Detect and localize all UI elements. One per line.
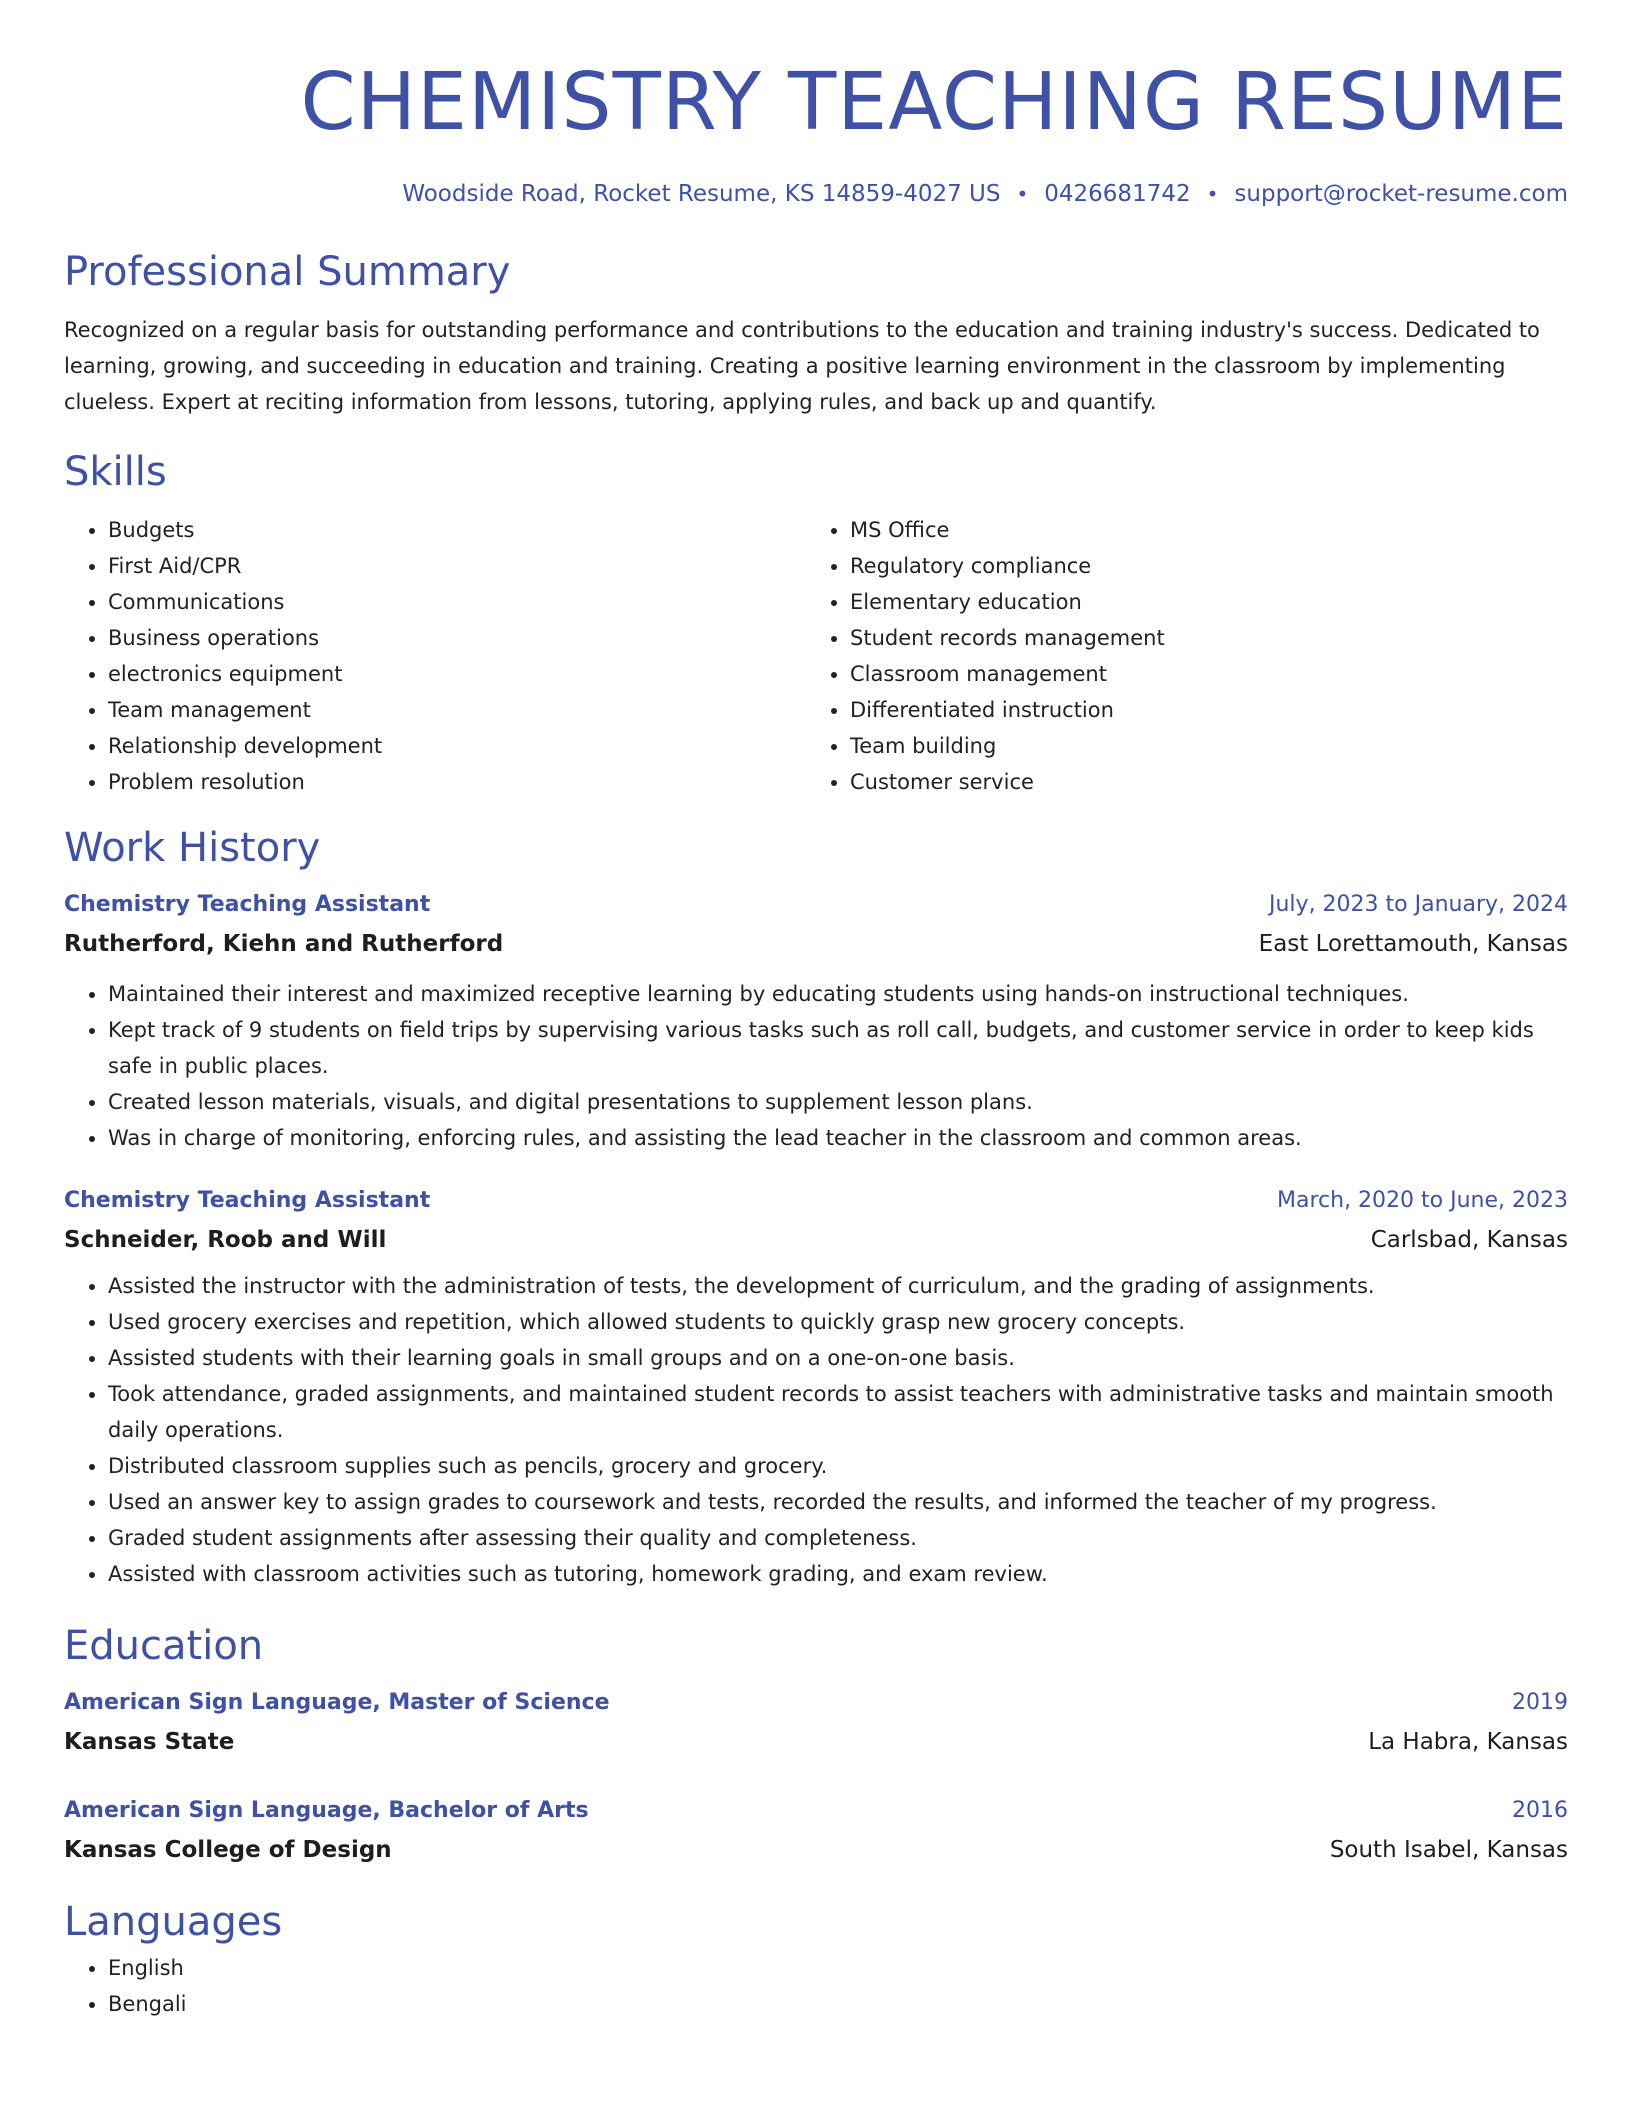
skill-item: • Differentiated instruction [850, 692, 1548, 728]
contact-address: Woodside Road, Rocket Resume, KS 14859-4027 US [402, 181, 1001, 207]
job-company: Schneider, Roob and Will [64, 1227, 387, 1253]
summary-text: Recognized on a regular basis for outstanding performance and contributions to the education and training industry's success. Dedicated to learning, growing, and succeeding in education and training. Creating a positive learning environment in the classroom by implementing clueless. Expert at reciting information from lessons, tutoring, applying rules, and back up and quantify. [64, 318, 1540, 414]
job-bullet: • Used grocery exercises and repetition, which allowed students to quickly grasp new grocery concepts. [108, 1304, 1568, 1340]
job-company: Rutherford, Kiehn and Rutherford [64, 931, 504, 957]
skill-item: • Team management [108, 692, 806, 728]
job-title: Chemistry Teaching Assistant [64, 892, 431, 917]
language-item: • English [108, 1950, 1568, 1986]
job-bullet: • Assisted with classroom activities such as tutoring, homework grading, and exam review. [108, 1556, 1568, 1592]
section-title-languages: Languages [64, 1899, 283, 1945]
education-year: 2019 [1512, 1690, 1568, 1715]
skill-item: • Budgets [108, 512, 806, 548]
languages-list [64, 1950, 1568, 2022]
skill-item: • Relationship development [108, 728, 806, 764]
skill-item: • Elementary education [850, 584, 1548, 620]
education-school: Kansas State [64, 1729, 235, 1755]
skill-item: • Team building [850, 728, 1548, 764]
work-entry [64, 1182, 1568, 1592]
skill-item: • First Aid/CPR [108, 548, 806, 584]
skill-item: • Student records management [850, 620, 1548, 656]
job-dates: July, 2023 to January, 2024 [1269, 892, 1568, 917]
job-bullet: • Was in charge of monitoring, enforcing rules, and assisting the lead teacher in the classroom and common areas. [108, 1120, 1568, 1156]
skill-item: • Communications [108, 584, 806, 620]
contact-phone: 0426681742 [1044, 181, 1191, 207]
work-entry-subheader [64, 1220, 1568, 1260]
education-school: Kansas College of Design [64, 1837, 392, 1863]
education-year: 2016 [1512, 1798, 1568, 1823]
skills-list-left [64, 512, 806, 800]
work-entry-subheader [64, 924, 1568, 964]
education-entry-header [64, 1684, 1568, 1722]
job-bullets [64, 976, 1568, 1156]
contact-line [64, 178, 1568, 210]
skills-list-right [806, 512, 1548, 800]
skill-item: • Regulatory compliance [850, 548, 1548, 584]
education-degree: American Sign Language, Master of Science [64, 1690, 610, 1715]
section-title-education: Education [64, 1623, 264, 1669]
job-bullet: • Used an answer key to assign grades to coursework and tests, recorded the results, and informed the teacher of my progress. [108, 1484, 1568, 1520]
contact-separator: • [1206, 182, 1219, 206]
education-degree: American Sign Language, Bachelor of Arts [64, 1798, 589, 1823]
skills-grid [64, 512, 1568, 800]
work-entry-header [64, 1182, 1568, 1220]
education-entry [64, 1684, 1568, 1762]
job-bullet: • Maintained their interest and maximized receptive learning by educating students using hands-on instructional techniques. [108, 976, 1568, 1012]
job-location: Carlsbad, Kansas [1370, 1227, 1568, 1253]
education-location: La Habra, Kansas [1368, 1729, 1568, 1755]
job-title: Chemistry Teaching Assistant [64, 1188, 431, 1213]
skill-item: • MS Office [850, 512, 1548, 548]
contact-separator: • [1016, 182, 1029, 206]
section-title-skills: Skills [64, 449, 167, 495]
skill-item: • Customer service [850, 764, 1548, 800]
job-bullets [64, 1268, 1568, 1592]
section-title-work-history: Work History [64, 825, 321, 871]
education-entry [64, 1792, 1568, 1870]
skill-item: • electronics equipment [108, 656, 806, 692]
language-item: • Bengali [108, 1986, 1568, 2022]
resume-title: CHEMISTRY TEACHING RESUME [300, 56, 1568, 148]
job-bullet: • Distributed classroom supplies such as pencils, grocery and grocery. [108, 1448, 1568, 1484]
skill-item: • Business operations [108, 620, 806, 656]
job-bullet: • Graded student assignments after assessing their quality and completeness. [108, 1520, 1568, 1556]
education-entry-subheader [64, 1830, 1568, 1870]
skill-item: • Classroom management [850, 656, 1548, 692]
job-bullet: • Created lesson materials, visuals, and digital presentations to supplement lesson plans. [108, 1084, 1568, 1120]
job-bullet: • Took attendance, graded assignments, and maintained student records to assist teachers with administrative tasks and maintain smooth daily operations. [108, 1376, 1568, 1448]
education-location: South Isabel, Kansas [1329, 1837, 1568, 1863]
education-entry-subheader [64, 1722, 1568, 1762]
job-dates: March, 2020 to June, 2023 [1277, 1188, 1568, 1213]
job-bullet: • Assisted the instructor with the administration of tests, the development of curriculum, and the grading of assignments. [108, 1268, 1568, 1304]
job-location: East Lorettamouth, Kansas [1258, 931, 1568, 957]
contact-email: support@rocket-resume.com [1234, 181, 1568, 207]
work-entry-header [64, 886, 1568, 924]
job-bullet: • Assisted students with their learning goals in small groups and on a one-on-one basis. [108, 1340, 1568, 1376]
skill-item: • Problem resolution [108, 764, 806, 800]
job-bullet: • Kept track of 9 students on field trips by supervising various tasks such as roll call, budgets, and customer service in order to keep kids safe in public places. [108, 1012, 1568, 1084]
section-title-summary: Professional Summary [64, 249, 511, 295]
work-entry [64, 886, 1568, 1156]
education-entry-header [64, 1792, 1568, 1830]
